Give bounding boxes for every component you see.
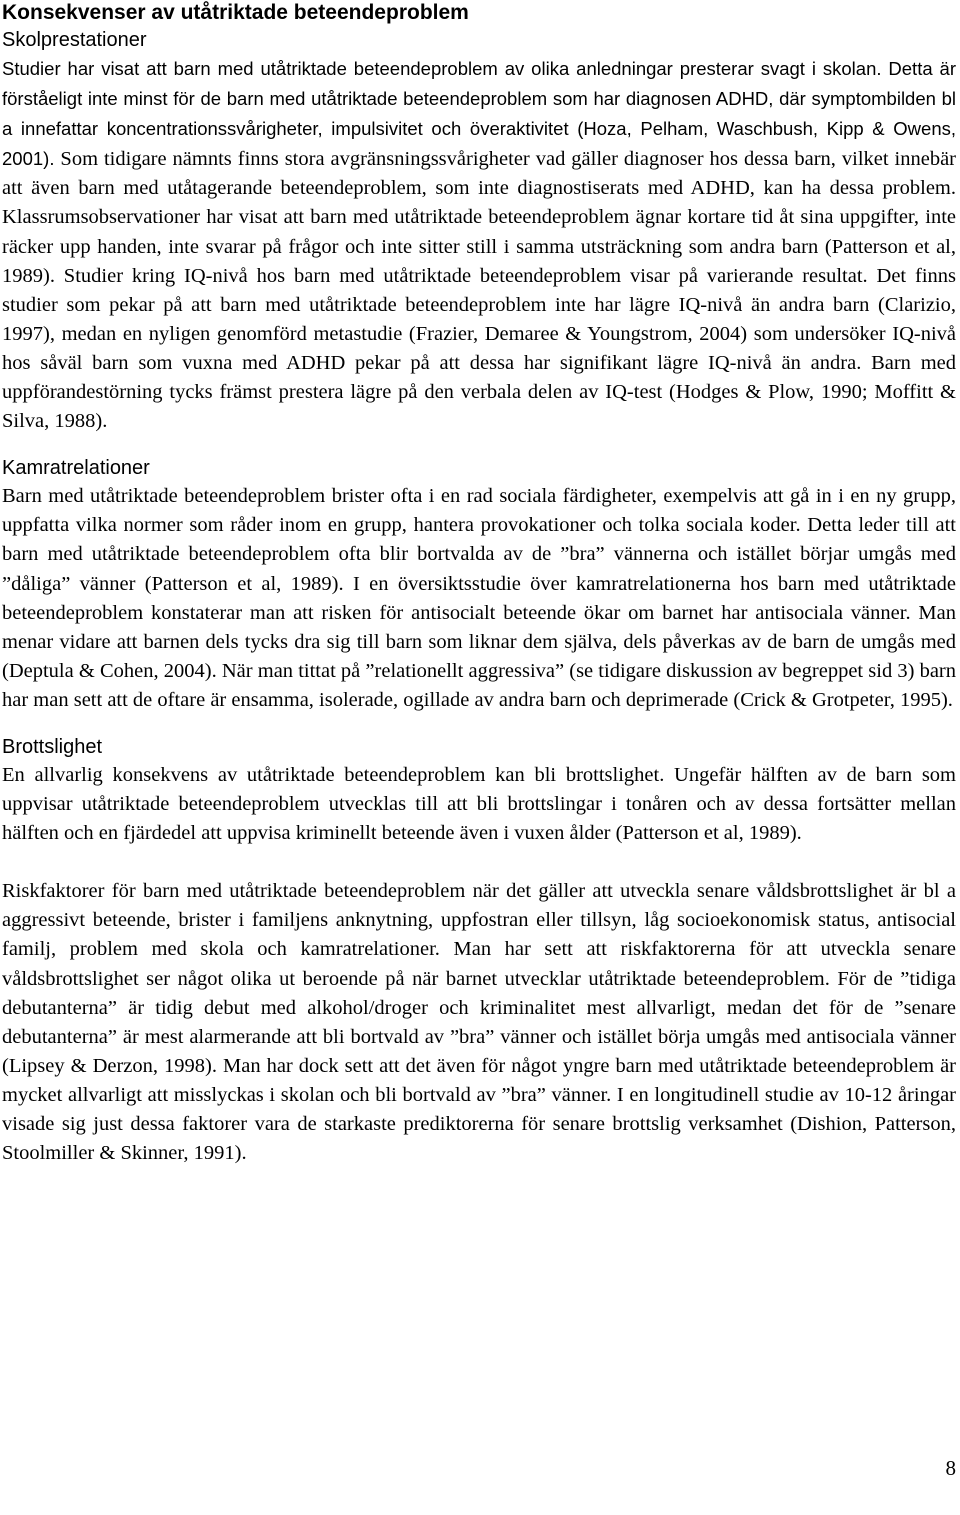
section-heading-skolprestationer: Skolprestationer (2, 29, 147, 51)
paragraph-skolprestationer-intro: Studier har visat att barn med utåtriktade beteendeproblem av olika anledningar presterar svagt i skolan. Detta är förståeligt inte minst för de barn med utåtriktade beteendeproblem som har diagnosen ADHD, där symptombilden bl a innefattar koncentrationssvårigheter, impulsivitet och överaktivitet (Hoza, Pelham, Waschbush, Kipp & Owens, 2001). (2, 58, 956, 170)
section-heading-brottslighet: Brottslighet (2, 735, 103, 758)
paragraph-skolprestationer (2, 54, 956, 436)
paragraph-skolprestationer-body: Som tidigare nämnts finns stora avgränsningssvårigheter vad gäller diagnoser hos dessa barn, vilket innebär att även barn med utåtagerande beteendeproblem, som inte diagnostiserats med ADHD, kan ha dessa problem. Klassrumsobservationer har visat att barn med utåtriktade beteendeproblem ägnar kortare tid åt sina uppgifter, inte räcker upp handen, inte svarar på frågor och inte sitter still i samma utsträckning som andra barn (Patterson et al, 1989). Studier kring IQ-nivå hos barn med utåtriktade beteendeproblem visar på varierande resultat. Det finns studier som pekar på att barn med utåtriktade beteendeproblem inte har lägre IQ-nivå än andra barn (Clarizio, 1997), medan en nyligen genomförd metastudie (Frazier, Demaree & Youngstrom, 2004) som undersöker IQ-nivå hos såväl barn som vuxna med ADHD pekar på att dessa har signifikant lägre IQ-nivå än andra. Barn med uppförandestörning tycks främst prestera lägre på den verbala delen av IQ-test (Hodges & Plow, 1990; Moffitt & Silva, 1988). (2, 148, 956, 433)
section-heading-kamratrelationer: Kamratrelationer (2, 457, 150, 480)
paragraph-kamratrelationer: Barn med utåtriktade beteendeproblem brister ofta i en rad sociala färdigheter, exempelvis att gå in i en ny grupp, uppfatta vilka normer som råder inom en grupp, hantera provokationer och tolka sociala koder. Detta leder till att barn med utåtriktade beteendeproblem ofta blir bortvalda av de ”bra” vännerna och istället börjar umgås med ”dåliga” vänner (Patterson et al, 1989). I en översiktsstudie över kamratrelationerna hos barn med utåtriktade beteendeproblem konstaterar man att risken för antisocialt beteende ökar om barnet har antisociala vänner. Man menar vidare att barnen dels tycks dra sig till barn som liknar dem själva, dels påverkas av de barn de umgås med (Deptula & Cohen, 2004). När man tittat på ”relationellt aggressiva” (se tidigare diskussion av begreppet sid 3) barn har man sett att de oftare är ensamma, isolerade, ogillade av andra barn och deprimerade (Crick & Grotpeter, 1995). (2, 485, 956, 711)
paragraph-brottslighet: En allvarlig konsekvens av utåtriktade beteendeproblem kan bli brottslighet. Ungefär hälften av de barn som uppvisar utåtriktade beteendeproblem utvecklas till att bli brottslingar i tonåren och av dessa fortsätter mellan hälften och en fjärdedel att uppvisa kriminellt beteende även i vuxen ålder (Patterson et al, 1989). (2, 763, 956, 845)
paragraph-riskfaktorer: Riskfaktorer för barn med utåtriktade beteendeproblem när det gäller att utveckla senare våldsbrottslighet är bl a aggressivt beteende, brister i familjens anknytning, uppfostran eller tillsyn, låg socioekonomisk status, antisocial familj, problem med skola och kamratrelationer. Man har sett att riskfaktorerna för att utveckla senare våldsbrottslighet ser något olika ut beroende på när barnet utvecklar utåtriktade beteendeproblem. För de ”tidiga debutanterna” är tidig debut med alkohol/droger och kriminalitet mest allvarligt, medan det för de ”senare debutanterna” är mest alarmerande att bli bortvald av ”bra” vänner och istället börja umgås med antisociala vänner (Lipsey & Derzon, 1998). Man har dock sett att det även för något yngre barn med utåtriktade beteendeproblem är mycket allvarligt att misslyckas i skolan och bli bortvald av ”bra” vänner. I en longitudinell studie av 10-12 åringar visade sig just dessa faktorer vara de starkaste prediktorerna för senare brottslig verksamhet (Dishion, Patterson, Stoolmiller & Skinner, 1991). (2, 880, 956, 1165)
page-number: 8 (945, 1456, 956, 1480)
document-page (2, 0, 956, 1168)
document-title: Konsekvenser av utåtriktade beteendeproblem (2, 1, 469, 24)
